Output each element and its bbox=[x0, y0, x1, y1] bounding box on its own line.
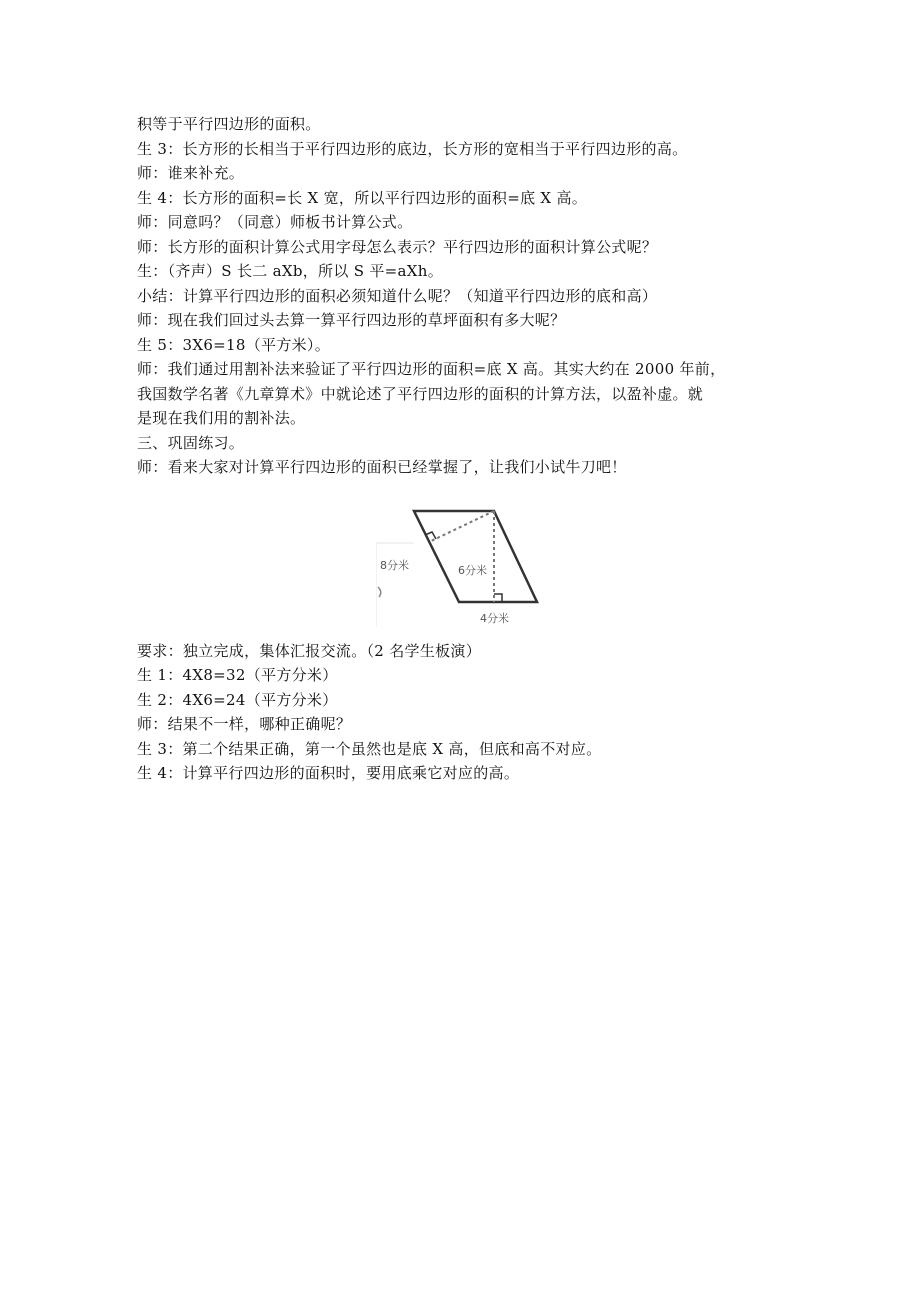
parallelogram-figure bbox=[376, 505, 546, 627]
text-line: 生 4：长方形的面积=长 X 宽，所以平行四边形的面积=底 X 高。 bbox=[137, 188, 588, 207]
text-line: 积等于平行四边形的面积。 bbox=[137, 115, 321, 133]
text-line: 师：看来大家对计算平行四边形的面积已经掌握了，让我们小试牛刀吧！ bbox=[137, 458, 627, 476]
height-length-label: 6分米 bbox=[458, 563, 487, 577]
parallelogram-shape bbox=[414, 511, 537, 602]
text-line: 师：谁来补充。 bbox=[137, 164, 245, 182]
text-line: 要求：独立完成，集体汇报交流。（2 名学生板演） bbox=[137, 641, 482, 660]
text-line: 生 4：计算平行四边形的面积时，要用底乘它对应的高。 bbox=[137, 764, 520, 782]
text-line: 生 3：长方形的长相当于平行四边形的底边，长方形的宽相当于平行四边形的高。 bbox=[137, 139, 688, 158]
text-line: 师：现在我们回过头去算一算平行四边形的草坪面积有多大呢？ bbox=[137, 311, 566, 329]
text-line: 生 5：3X6=18（平方米）。 bbox=[137, 335, 331, 354]
text-line: 生 1：4X8=32（平方分米） bbox=[137, 666, 338, 684]
text-line: 小结：计算平行四边形的面积必须知道什么呢？（知道平行四边形的底和高） bbox=[137, 286, 658, 305]
text-line: 生：（齐声）S 长二 aXb，所以 S 平=aXh。 bbox=[137, 262, 443, 280]
text-line: 师：长方形的面积计算公式用字母怎么表示？平行四边形的面积计算公式呢？ bbox=[137, 237, 658, 256]
text-line: 师：结果不一样，哪种正确呢？ bbox=[137, 715, 352, 733]
document-page bbox=[137, 112, 777, 786]
side-length-label: 8分米 bbox=[380, 558, 409, 572]
text-line: 师：同意吗？（同意）师板书计算公式。 bbox=[137, 213, 413, 231]
section-heading: 三、巩固练习。 bbox=[137, 433, 245, 452]
text-line: 师：我们通过用割补法来验证了平行四边形的面积=底 X 高。其实大约在 2000 年前， bbox=[137, 360, 726, 378]
base-length-label: 4分米 bbox=[480, 611, 509, 625]
text-line: 是现在我们用的割补法。 bbox=[137, 409, 306, 427]
text-line: 我国数学名著《九章算术》中就论述了平行四边形的面积的计算方法，以盈补虚。就 bbox=[137, 384, 704, 403]
text-line: 生 3：第二个结果正确，第一个虽然也是底 X 高，但底和高不对应。 bbox=[137, 739, 602, 758]
side-height-line bbox=[429, 511, 494, 542]
parallelogram-diagram bbox=[376, 505, 546, 627]
text-line: 生 2：4X6=24（平方分米） bbox=[137, 690, 338, 709]
